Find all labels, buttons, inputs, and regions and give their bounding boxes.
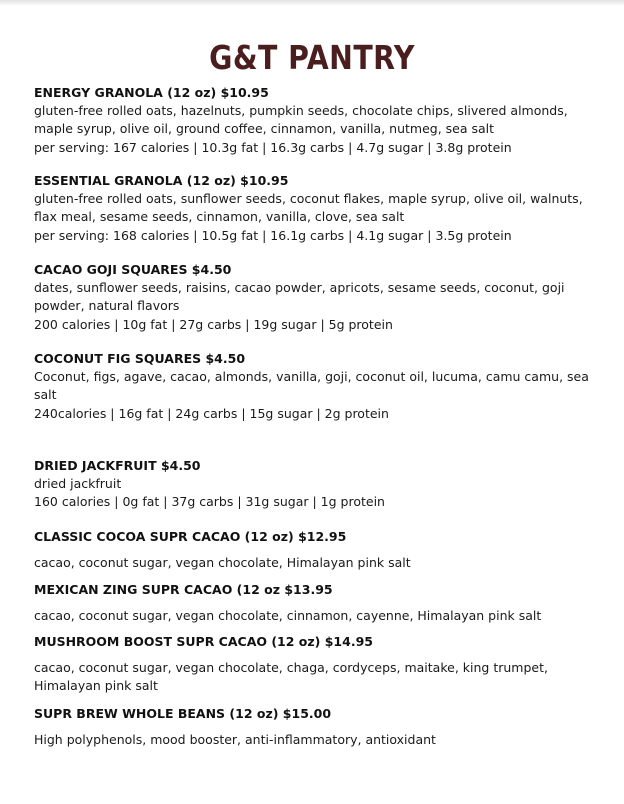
menu-item-essential-granola (34, 172, 594, 245)
item-name: DRIED JACKFRUIT $4.50 (34, 458, 201, 473)
item-nutrition: 240calories | 16g fat | 24g carbs | 15g sugar | 2g protein (34, 405, 389, 421)
item-ingredients: High polyphenols, mood booster, anti-inflammatory, antioxidant (34, 732, 436, 747)
item-name: COCONUT FIG SQUARES $4.50 (34, 351, 246, 366)
item-nutrition: per serving: 167 calories | 10.3g fat | 16.3g carbs | 4.7g sugar | 3.8g protein (34, 139, 512, 155)
menu-item-dried-jackfruit (34, 457, 594, 512)
item-ingredients: cacao, coconut sugar, vegan chocolate, chaga, cordyceps, maitake, king trumpet, Himalayan pink salt (34, 660, 548, 694)
menu-item-coconut-fig-squares (34, 350, 594, 423)
item-ingredients: Coconut, figs, agave, cacao, almonds, vanilla, goji, coconut oil, lucuma, camu camu, sea salt (34, 369, 589, 403)
item-ingredients: cacao, coconut sugar, vegan chocolate, Himalayan pink salt (34, 555, 411, 570)
item-ingredients: dried jackfruit (34, 476, 122, 491)
item-nutrition: 160 calories | 0g fat | 37g carbs | 31g sugar | 1g protein (34, 494, 385, 510)
item-name: SUPR BREW WHOLE BEANS (12 oz) $15.00 (34, 706, 332, 721)
item-name: CLASSIC COCOA SUPR CACAO (12 oz) $12.95 (34, 529, 347, 544)
menu-item-mushroom-boost (34, 633, 594, 696)
item-ingredients: cacao, coconut sugar, vegan chocolate, cinnamon, cayenne, Himalayan pink salt (34, 608, 542, 623)
item-name: ENERGY GRANOLA (12 oz) $10.95 (34, 85, 269, 100)
item-ingredients: dates, sunflower seeds, raisins, cacao powder, apricots, sesame seeds, coconut, goji powder, natural flavors (34, 280, 565, 314)
item-name: MUSHROOM BOOST SUPR CACAO (12 oz) $14.95 (34, 634, 373, 649)
top-divider (0, 0, 624, 6)
menu-item-mexican-zing (34, 581, 594, 625)
item-ingredients: gluten-free rolled oats, hazelnuts, pumpkin seeds, chocolate chips, slivered almonds, maple syrup, olive oil, ground coffee, cinnamon, vanilla, nutmeg, sea salt (34, 103, 568, 137)
menu-item-energy-granola (34, 84, 594, 157)
item-name: CACAO GOJI SQUARES $4.50 (34, 262, 232, 277)
item-nutrition: per serving: 168 calories | 10.5g fat | 16.1g carbs | 4.1g sugar | 3.5g protein (34, 227, 512, 243)
item-name: ESSENTIAL GRANOLA (12 oz) $10.95 (34, 173, 289, 188)
item-name: MEXICAN ZING SUPR CACAO (12 oz $13.95 (34, 582, 333, 597)
item-ingredients: gluten-free rolled oats, sunflower seeds, coconut flakes, maple syrup, olive oil, walnuts, flax meal, sesame seeds, cinnamon, vanilla, clove, sea salt (34, 191, 583, 225)
page-title: G&T PANTRY (209, 38, 415, 77)
menu-item-supr-brew (34, 705, 594, 749)
item-nutrition: 200 calories | 10g fat | 27g carbs | 19g sugar | 5g protein (34, 316, 393, 332)
menu-item-cacao-goji-squares (34, 261, 594, 334)
menu-item-classic-cocoa (34, 528, 594, 572)
